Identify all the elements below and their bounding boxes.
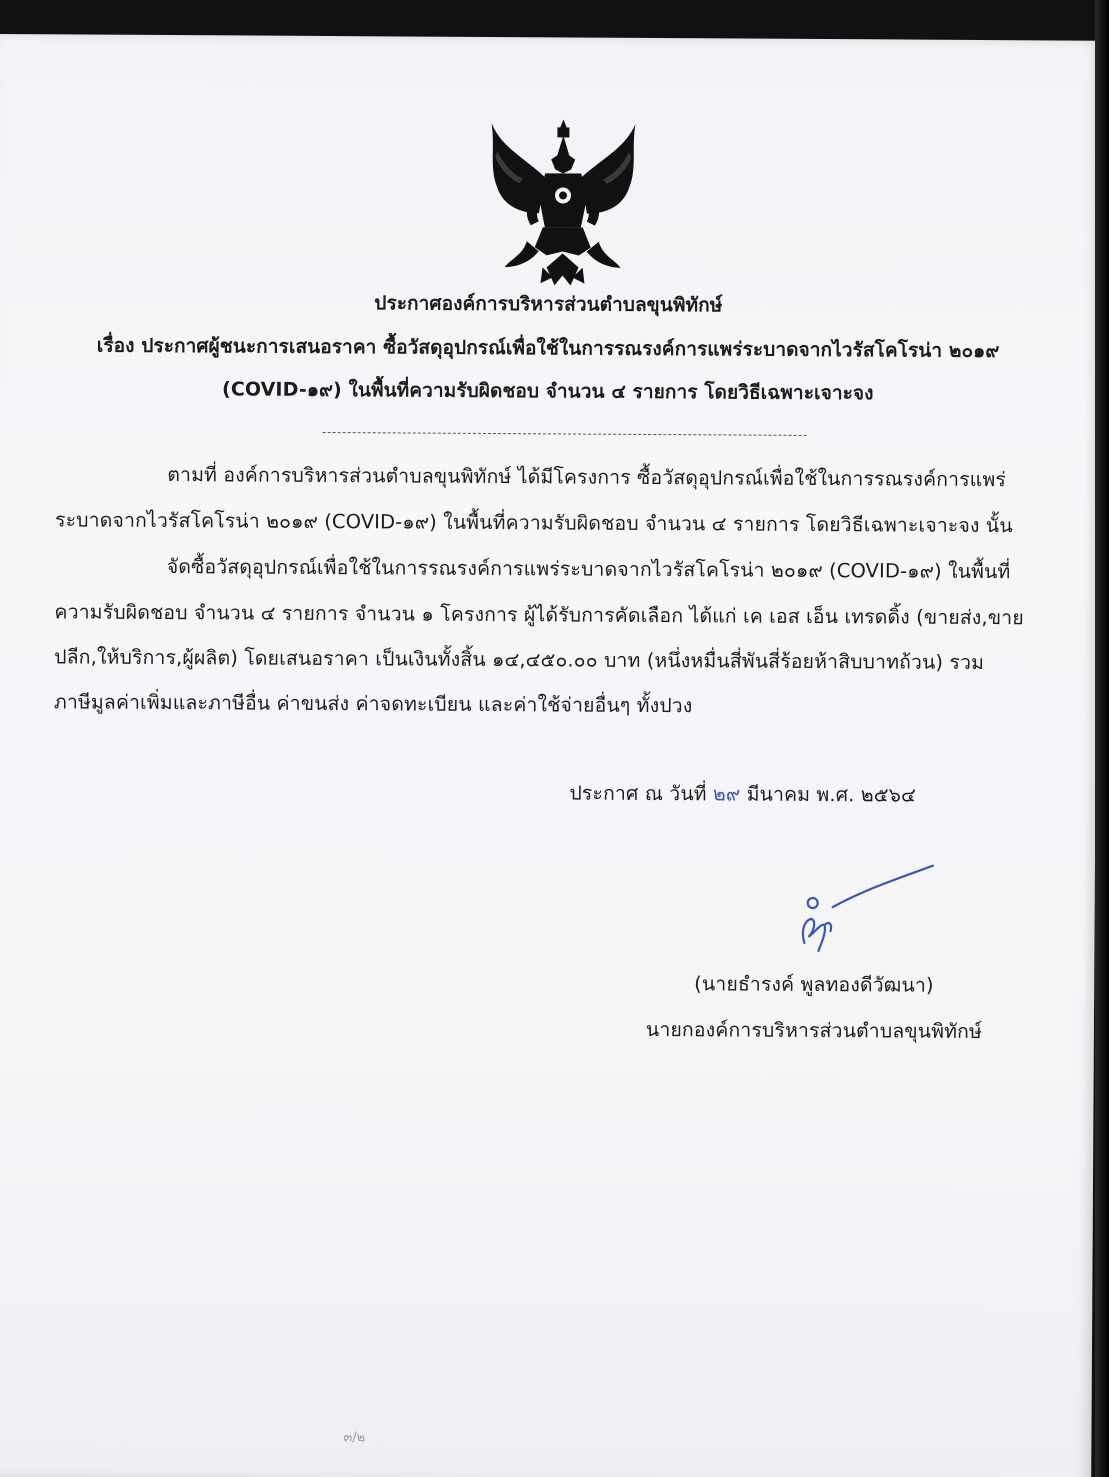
body-line: ปลีก,ให้บริการ,ผู้ผลิต) โดยเสนอราคา เป็นเงินทั้งสิ้น ๑๔,๔๕๐.๐๐ บาท (หนึ่งหมื่นสี่พันสี่ร้อยห้าสิบบาทถ้วน) รวม — [54, 645, 985, 675]
org-title: ประกาศองค์การบริหารส่วนตำบลขุนพิทักษ์ — [374, 292, 723, 317]
body-line: จัดซื้อวัสดุอุปกรณ์เพื่อใช้ในการรณรงค์การแพร่ระบาดจากไวรัสโคโรน่า ๒๐๑๙ (COVID-๑๙) ในพื้นที่ — [166, 555, 1011, 584]
page-mark: ๓/๒ — [343, 1430, 366, 1446]
body-line: ตามที่ องค์การบริหารส่วนตำบลขุนพิทักษ์ ได้มีโครงการ ซื้อวัสดุอุปกรณ์เพื่อใช้ในการรณรงค์การแพร่ — [167, 463, 1006, 492]
body-line: ระบาดจากไวรัสโคโรน่า ๒๐๑๙ (COVID-๑๙) ในพื้นที่ความรับผิดชอบ จำนวน ๔ รายการ โดยวิธีเฉพาะเจาะจง นั้น — [54, 508, 1013, 538]
body-line: ความรับผิดชอบ จำนวน ๔ รายการ จำนวน ๑ โครงการ ผู้ได้รับการคัดเลือก ได้แก่ เค เอส เอ็น เทรดดิ้ง (ขายส่ง,ขาย — [54, 600, 1024, 630]
date-month-year: มีนาคม พ.ศ. ๒๕๖๔ — [746, 782, 917, 807]
signatory-position: นายกองค์การบริหารส่วนตำบลขุนพิทักษ์ — [645, 1017, 982, 1044]
handwritten-signature — [774, 859, 945, 970]
date-day-handwritten: ๒๙ — [712, 782, 741, 806]
body-line: ภาษีมูลค่าเพิ่มและภาษีอื่น ค่าขนส่ง ค่าจดทะเบียน และค่าใช้จ่ายอื่นๆ ทั้งปวง — [53, 690, 693, 718]
announcement-date — [569, 777, 916, 810]
subject-line-2: (COVID-๑๙) ในพื้นที่ความรับผิดชอบ จำนวน ๔ รายการ โดยวิธีเฉพาะเจาะจง — [222, 378, 874, 405]
garuda-emblem-icon — [482, 117, 643, 288]
title-divider — [323, 432, 807, 436]
date-prefix: ประกาศ ณ วันที่ — [569, 781, 707, 806]
photo-edge-shadow — [1095, 0, 1109, 1477]
signatory-name: (นายธำรงค์ พูลทองดีวัฒนา) — [694, 972, 934, 997]
document-page — [0, 34, 1100, 1477]
subject-line-1: เรื่อง ประกาศผู้ชนะการเสนอราคา ซื้อวัสดุอุปกรณ์เพื่อใช้ในการรณรงค์การแพร่ระบาดจากไวรัสโคโรน่า ๒๐๑๙ — [96, 334, 1000, 363]
